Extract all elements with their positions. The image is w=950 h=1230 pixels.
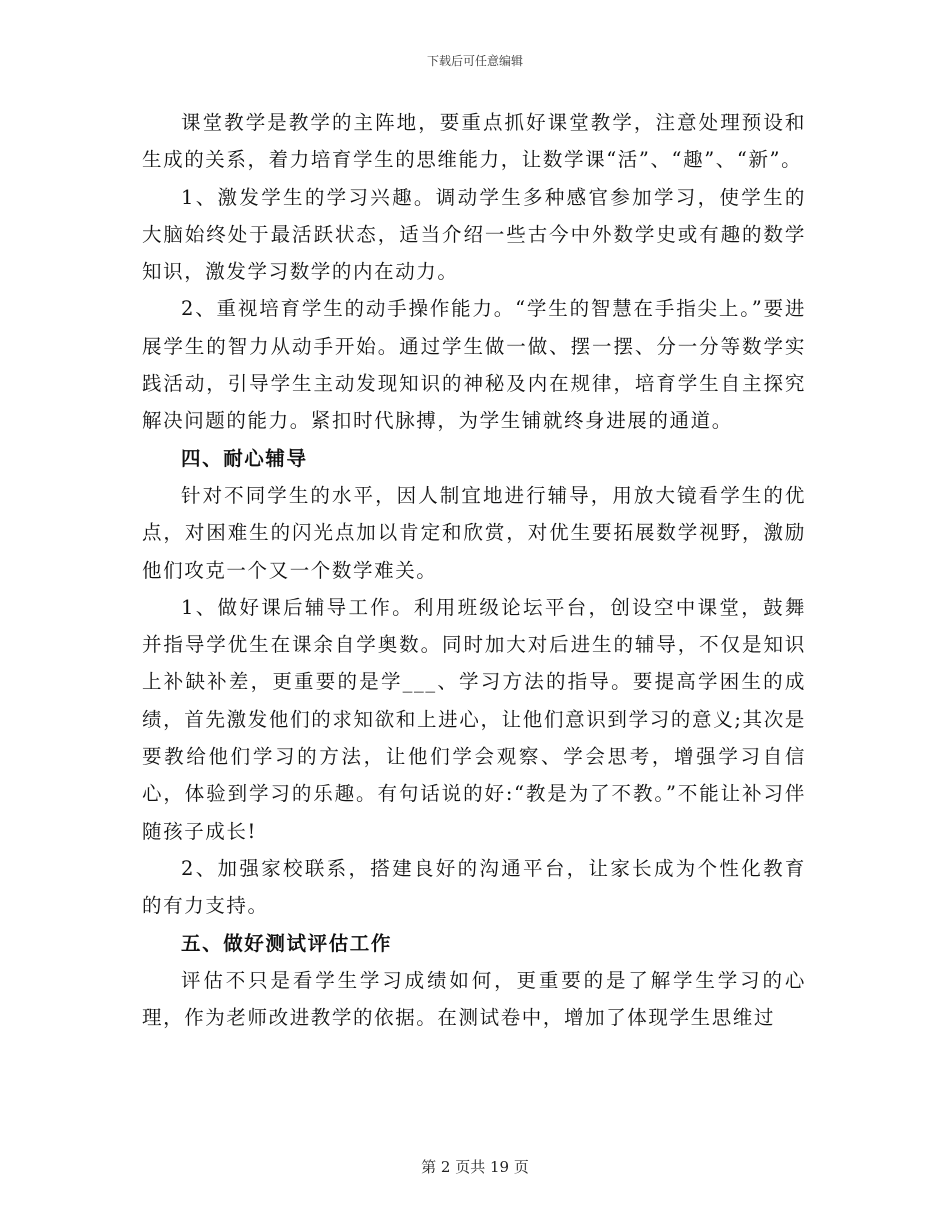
page-header: 下载后可任意编辑 — [426, 54, 523, 68]
paragraph-6: 2、加强家校联系，搭建良好的沟通平台，让家长成为个性化教育的有力支持。 — [142, 856, 806, 918]
page-footer: 第 2 页共 19 页 — [421, 1158, 529, 1176]
section-heading-4: 四、耐心辅导 — [181, 446, 308, 470]
paragraph-7: 评估不只是看学生学习成绩如何，更重要的是了解学生学习的心理，作为老师改进教学的依据。在测试卷中，增加了体现学生思维过 — [142, 968, 806, 1030]
paragraph-5: 1、做好课后辅导工作。利用班级论坛平台，创设空中课堂，鼓舞并指导学优生在课余自学奥数。同时加大对后进生的辅导，不仅是知识上补缺补差，更重要的是学___、学习方法的指导。要提高学困生的成绩，首先激发他们的求知欲和上进心，让他们意识到学习的意义;其次是要教给他们学习的方法，让他们学会观察、学会思考，增强学习自信心，体验到学习的乐趣。有句话说的好:“教是为了不教。”不能让补习伴随孩子成长! — [142, 595, 806, 843]
paragraph-3: 2、重视培育学生的动手操作能力。“学生的智慧在手指尖上。”要进展学生的智力从动手开始。通过学生做一做、摆一摆、分一分等数学实践活动，引导学生主动发现知识的神秘及内在规律，培育学生自主探究解决问题的能力。紧扣时代脉搏，为学生铺就终身进展的通道。 — [142, 297, 806, 433]
section-heading-5: 五、做好测试评估工作 — [181, 931, 393, 955]
paragraph-1: 课堂教学是教学的主阵地，要重点抓好课堂教学，注意处理预设和生成的关系，着力培育学生的思维能力，让数学课“活”、“趣”、“新”。 — [142, 111, 806, 172]
paragraph-2: 1、激发学生的学习兴趣。调动学生多种感官参加学习，使学生的大脑始终处于最活跃状态，适当介绍一些古今中外数学史或有趣的数学知识，激发学习数学的内在动力。 — [142, 185, 806, 284]
paragraph-4: 针对不同学生的水平，因人制宜地进行辅导，用放大镜看学生的优点，对困难生的闪光点加以肯定和欣赏，对优生要拓展数学视野，激励他们攻克一个又一个数学难关。 — [142, 483, 806, 582]
document-body — [142, 104, 806, 1036]
